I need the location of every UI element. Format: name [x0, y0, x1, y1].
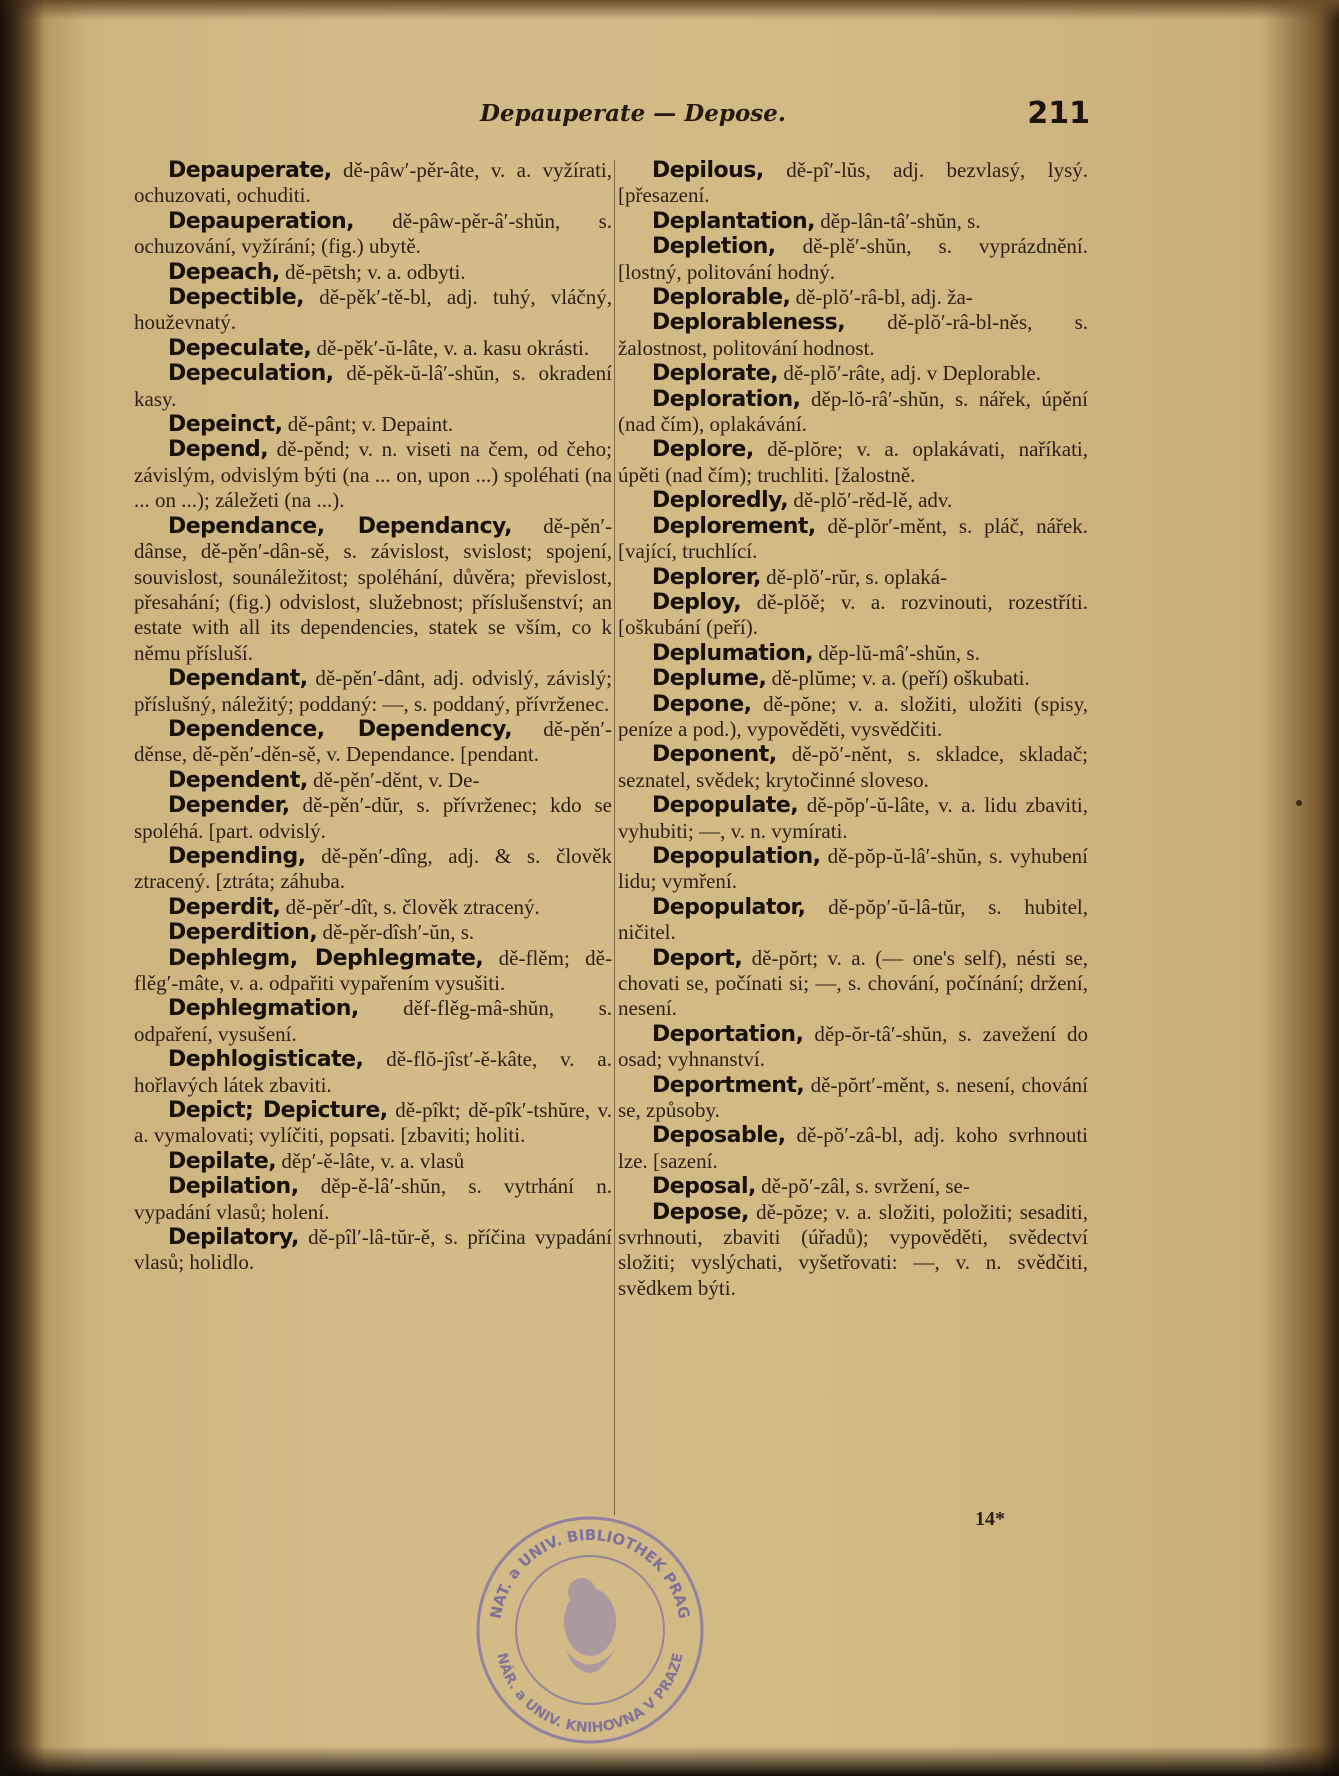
entry-headword: Depeach,	[168, 259, 280, 285]
entry-headword: Deplorableness,	[652, 310, 846, 336]
entry-definition: dě-pěk-ŭ-lâ′-shŭn, s. okradení kasy.	[134, 361, 612, 411]
entry-headword: Depilatory,	[168, 1225, 299, 1251]
entry-headword: Depeculate,	[168, 335, 312, 361]
entry-headword: Depilation,	[168, 1174, 299, 1200]
entry-headword: Deplorement,	[652, 513, 816, 539]
dictionary-entry	[618, 1200, 1088, 1302]
entry-headword: Depletion,	[652, 234, 776, 260]
entry-headword: Deportation,	[652, 1021, 804, 1047]
entry-headword: Depending,	[168, 843, 306, 869]
dictionary-entry	[134, 514, 612, 666]
entry-headword: Dependant,	[168, 666, 308, 692]
dictionary-entry	[618, 310, 1088, 361]
stamp-outer-text: NAT. a UNIV. BIBLIOTHEK PRAG	[486, 1525, 694, 1621]
dictionary-entry	[134, 336, 612, 361]
entry-headword: Depose,	[652, 1199, 749, 1225]
entry-definition: dě-pěr′-dît, s. člověk ztracený.	[280, 894, 540, 919]
dictionary-entry	[618, 488, 1088, 513]
entry-definition: dě-plŭme; v. a. (peří) oškubati.	[766, 666, 1030, 691]
entry-headword: Depopulate,	[652, 793, 799, 819]
entry-definition: dě-pěk′-ŭ-lâte, v. a. kasu okrásti.	[311, 335, 590, 360]
entry-headword: Deploredly,	[652, 488, 789, 514]
dictionary-entry	[134, 1047, 612, 1098]
left-column	[134, 158, 612, 1276]
entry-definition: dě-pěr-dîsh′-ŭn, s.	[317, 920, 475, 945]
entry-definition: dě-plŏre; v. a. oplakávati, naříkati, úpěti (nad čím); truchliti. [žalostně.	[618, 437, 1088, 487]
entry-definition: dě-pěnd; v. n. viseti na čem, od čeho; závislým, odvislým býti (na ... on, upon ...) spoléhati (na ... on ...); záležeti (na ...).	[134, 437, 612, 513]
dictionary-entry	[134, 1098, 612, 1149]
entry-definition: dě-pŏp′-ŭ-lâte, v. a. lidu zbaviti, vyhubiti; —, v. n. vymírati.	[618, 793, 1088, 843]
stamp-inner-text: NÁR. a UNIV. KNIHOVNA V PRAZE	[493, 1651, 687, 1737]
dictionary-entry	[618, 1022, 1088, 1073]
dictionary-entry	[134, 1149, 612, 1174]
stamp-lion-emblem	[564, 1578, 616, 1673]
dictionary-entry	[134, 412, 612, 437]
entry-definition: dě-pŏ′-zâ-bl, adj. koho svrhnouti lze. [sazení.	[618, 1123, 1088, 1173]
entry-headword: Depend,	[168, 437, 269, 463]
entry-headword: Deplore,	[652, 437, 754, 463]
dictionary-entry	[134, 793, 612, 844]
entry-definition: dě-pî′-lŭs, adj. bezvlasý, lysý. [přesazení.	[618, 158, 1088, 208]
entry-headword: Deportment,	[652, 1072, 805, 1098]
dictionary-entry	[134, 1225, 612, 1276]
dictionary-entry	[618, 437, 1088, 488]
entry-headword: Depopulator,	[652, 894, 806, 920]
entry-headword: Deplorable,	[652, 285, 791, 311]
dictionary-entry	[618, 565, 1088, 590]
entry-definition: dě-pâw-pěr-â′-shŭn, s. ochuzování, vyžírání; (fig.) ubytě.	[134, 208, 612, 259]
dictionary-entry	[134, 437, 612, 513]
entry-definition: děp′-ě-lâte, v. a. vlasů	[276, 1148, 465, 1173]
entry-headword: Deplume,	[652, 666, 767, 692]
entry-definition: dě-pânt; v. Depaint.	[282, 412, 454, 437]
page-number: 211	[1027, 96, 1090, 131]
dictionary-entry	[618, 1174, 1088, 1199]
entry-headword: Deport,	[652, 945, 743, 971]
entry-headword: Deponent,	[652, 742, 777, 768]
dictionary-entry	[618, 666, 1088, 691]
entry-definition: dě-plŏ′-rŭr, s. oplaká-	[760, 564, 948, 589]
entry-definition: dě-flŏ-jîst′-ě-kâte, v. a. hořlavých látek zbaviti.	[134, 1047, 612, 1097]
entry-definition: dě-pŏ′-zâl, s. svržení, se-	[755, 1174, 970, 1199]
entry-definition: dě-plě′-shŭn, s. vyprázdnění. [lostný, politování hodný.	[618, 234, 1088, 284]
entry-headword: Deplumation,	[652, 640, 814, 666]
column-divider	[614, 160, 615, 1515]
entry-definition: dě-plŏr′-měnt, s. pláč, nářek. [vající, truchlící.	[618, 513, 1088, 564]
dictionary-entry	[134, 895, 612, 920]
dictionary-entry	[618, 158, 1088, 209]
dictionary-entry	[134, 844, 612, 895]
dictionary-entry	[134, 285, 612, 336]
entry-definition: dě-pŏrt′-měnt, s. nesení, chování se, způsoby.	[618, 1072, 1088, 1123]
dictionary-entry	[618, 641, 1088, 666]
entry-definition: dě-pŏze; v. a. složiti, položiti; sesaditi, svrhnouti, zbaviti (úřadů); vypověděti, svědectví složiti; vyslýchati, vyšetřovati: —, v. n. svědčiti, svědkem býti.	[618, 1199, 1088, 1300]
dictionary-entry	[618, 234, 1088, 285]
entry-definition: dě-pâw′-pěr-âte, v. a. vyžírati, ochuzovati, ochuditi.	[134, 158, 612, 208]
dictionary-entry	[618, 793, 1088, 844]
running-head	[130, 96, 1090, 136]
dictionary-entry	[618, 692, 1088, 743]
entry-definition: děp-ŏr-tâ′-shŭn, s. zavežení do osad; vyhnanství.	[618, 1021, 1088, 1072]
entry-definition: dě-pŏp-ŭ-lâ′-shŭn, s. vyhubení lidu; vymření.	[618, 843, 1088, 894]
entry-headword: Depilate,	[168, 1148, 277, 1174]
entry-headword: Depauperate,	[168, 158, 332, 183]
entry-headword: Deposal,	[652, 1174, 756, 1200]
dictionary-entry	[134, 666, 612, 717]
entry-definition: dě-pěn′-dŭr, s. přívrženec; kdo se spoléhá. [part. odvislý.	[134, 793, 612, 843]
entry-definition: dě-pěn′-děnse, dě-pěn′-děn-sě, v. Dependance. [pendant.	[134, 716, 612, 767]
dictionary-entry	[618, 361, 1088, 386]
entry-definition: děp-lân-tâ′-shŭn, s.	[815, 208, 981, 233]
entry-definition: dě-pěn′-děnt, v. De-	[307, 767, 480, 792]
page-top-edge	[0, 0, 1339, 20]
entry-headword: Deploy,	[652, 589, 742, 615]
dictionary-entry	[618, 1073, 1088, 1124]
entry-headword: Dependence, Dependency,	[168, 716, 513, 742]
entry-definition: dě-pŏ′-něnt, s. skladce, skladač; seznatel, svědek; krytočinné sloveso.	[618, 742, 1088, 792]
dictionary-entry	[618, 590, 1088, 641]
entry-definition: děf-flěg-mâ-shŭn, s. odpaření, vysušení.	[134, 996, 612, 1046]
entry-headword: Dependent,	[168, 767, 308, 793]
dictionary-entry	[134, 260, 612, 285]
entry-headword: Depauperation,	[168, 208, 354, 234]
dictionary-entry	[134, 946, 612, 997]
entry-definition: dě-pŏrt; v. a. (— one's self), nésti se, chovati se, počínati si; —, s. chování, počínání; držení, nesení.	[618, 945, 1088, 1021]
entry-headword: Dephlegm, Dephlegmate,	[168, 945, 484, 971]
entry-headword: Deplantation,	[652, 208, 816, 234]
entry-definition: dě-pŏp′-ŭ-lâ-tŭr, s. hubitel, ničitel.	[618, 894, 1088, 945]
signature-mark: 14*	[975, 1508, 1005, 1530]
entry-definition: dě-plŏ′-râ-bl-něs, s. žalostnost, politování hodnost.	[618, 310, 1088, 360]
dictionary-entry	[134, 361, 612, 412]
entry-definition: dě-pētsh; v. a. odbyti.	[279, 259, 466, 284]
page-bottom-edge	[0, 1746, 1339, 1776]
entry-headword: Deplorate,	[652, 361, 779, 387]
entry-definition: dě-plŏ′-râte, adj. v Deplorable.	[778, 361, 1041, 386]
entry-definition: dě-plŏ′-râ-bl, adj. ža-	[790, 285, 973, 310]
dictionary-entry	[618, 209, 1088, 234]
dictionary-entry	[134, 717, 612, 768]
entry-definition: dě-plŏě; v. a. rozvinouti, rozestříti. [oškubání (peří).	[618, 589, 1088, 640]
entry-headword: Deplorer,	[652, 564, 761, 590]
dictionary-entry	[618, 1123, 1088, 1174]
entry-definition: dě-flěm; dě-flěg′-mâte, v. a. odpařiti vypařením vysušiti.	[134, 945, 612, 995]
dictionary-entry	[618, 895, 1088, 946]
entry-definition: dě-pěn′-dîng, adj. & s. člověk ztracený. [ztráta; záhuba.	[134, 843, 612, 894]
entry-headword: Dependance, Dependancy,	[168, 513, 513, 539]
svg-text:NÁR. a UNIV. KNIHOVNA V PRAZE	[493, 1651, 686, 1736]
dictionary-entry	[618, 946, 1088, 1022]
entry-definition: dě-pěk′-tě-bl, adj. tuhý, vláčný, houževnatý.	[134, 285, 612, 335]
entry-definition: dě-pěn′-dânse, dě-pěn′-dân-sě, s. závislost, svislost; spojení, souvislost, sounáležitost; spoléhání, důvěra; převislost, přesahání; (fig.) odvislost, služebnost; příslušenství; an estate with all its dependencies, statek se vším, co k němu přísluší.	[134, 513, 612, 665]
entry-definition: děp-lŭ-mâ′-shŭn, s.	[813, 640, 980, 665]
dictionary-entry	[134, 209, 612, 260]
entry-definition: dě-pîkt; dě-pîk′-tshŭre, v. a. vymalovati; vylíčiti, popsati. [zbaviti; holiti.	[134, 1098, 612, 1148]
entry-definition: děp-lŏ-râ′-shŭn, s. nářek, úpění (nad čím), oplakávání.	[618, 386, 1088, 437]
entry-headword: Depilous,	[652, 158, 764, 183]
entry-headword: Depopulation,	[652, 843, 821, 869]
entry-definition: dě-plŏ′-rěd-lě, adv.	[788, 488, 953, 513]
running-head-title: Depauperate — Depose.	[480, 100, 786, 127]
entry-definition: dě-pŏne; v. a. složiti, uložiti (spisy, peníze a pod.), vypověděti, vysvědčiti.	[618, 691, 1088, 741]
entry-headword: Depeinct,	[168, 412, 283, 438]
entry-definition: dě-pěn′-dânt, adj. odvislý, závislý; příslušný, náležitý; poddaný: —, s. poddaný, přívrženec.	[134, 666, 612, 716]
entry-headword: Deploration,	[652, 386, 801, 412]
entry-definition: děp-ě-lâ′-shŭn, s. vytrhání n. vypadání vlasů; holení.	[134, 1174, 612, 1224]
entry-headword: Deposable,	[652, 1123, 786, 1149]
entry-headword: Depectible,	[168, 285, 305, 311]
right-column	[618, 158, 1088, 1301]
entry-headword: Deperdition,	[168, 920, 318, 946]
dictionary-entry	[134, 920, 612, 945]
entry-headword: Depict; Depicture,	[168, 1098, 388, 1124]
dictionary-entry	[134, 768, 612, 793]
entry-headword: Depone,	[652, 691, 752, 717]
dictionary-entry	[134, 996, 612, 1047]
dictionary-entry	[618, 387, 1088, 438]
dictionary-entry	[618, 514, 1088, 565]
margin-speck	[1296, 800, 1302, 806]
entry-definition: dě-pîl′-lâ-tŭr-ě, s. příčina vypadání vlasů; holidlo.	[134, 1225, 612, 1275]
dictionary-entry	[618, 285, 1088, 310]
spine-shadow	[0, 0, 44, 1776]
dictionary-entry	[134, 1174, 612, 1225]
library-stamp	[470, 1510, 710, 1750]
dictionary-entry	[134, 158, 612, 209]
entry-headword: Depender,	[168, 793, 290, 819]
dictionary-entry	[618, 844, 1088, 895]
entry-headword: Dephlegmation,	[168, 996, 359, 1022]
dictionary-entry	[618, 742, 1088, 793]
entry-headword: Dephlogisticate,	[168, 1047, 364, 1073]
entry-headword: Deperdit,	[168, 894, 281, 920]
entry-headword: Depeculation,	[168, 361, 334, 387]
